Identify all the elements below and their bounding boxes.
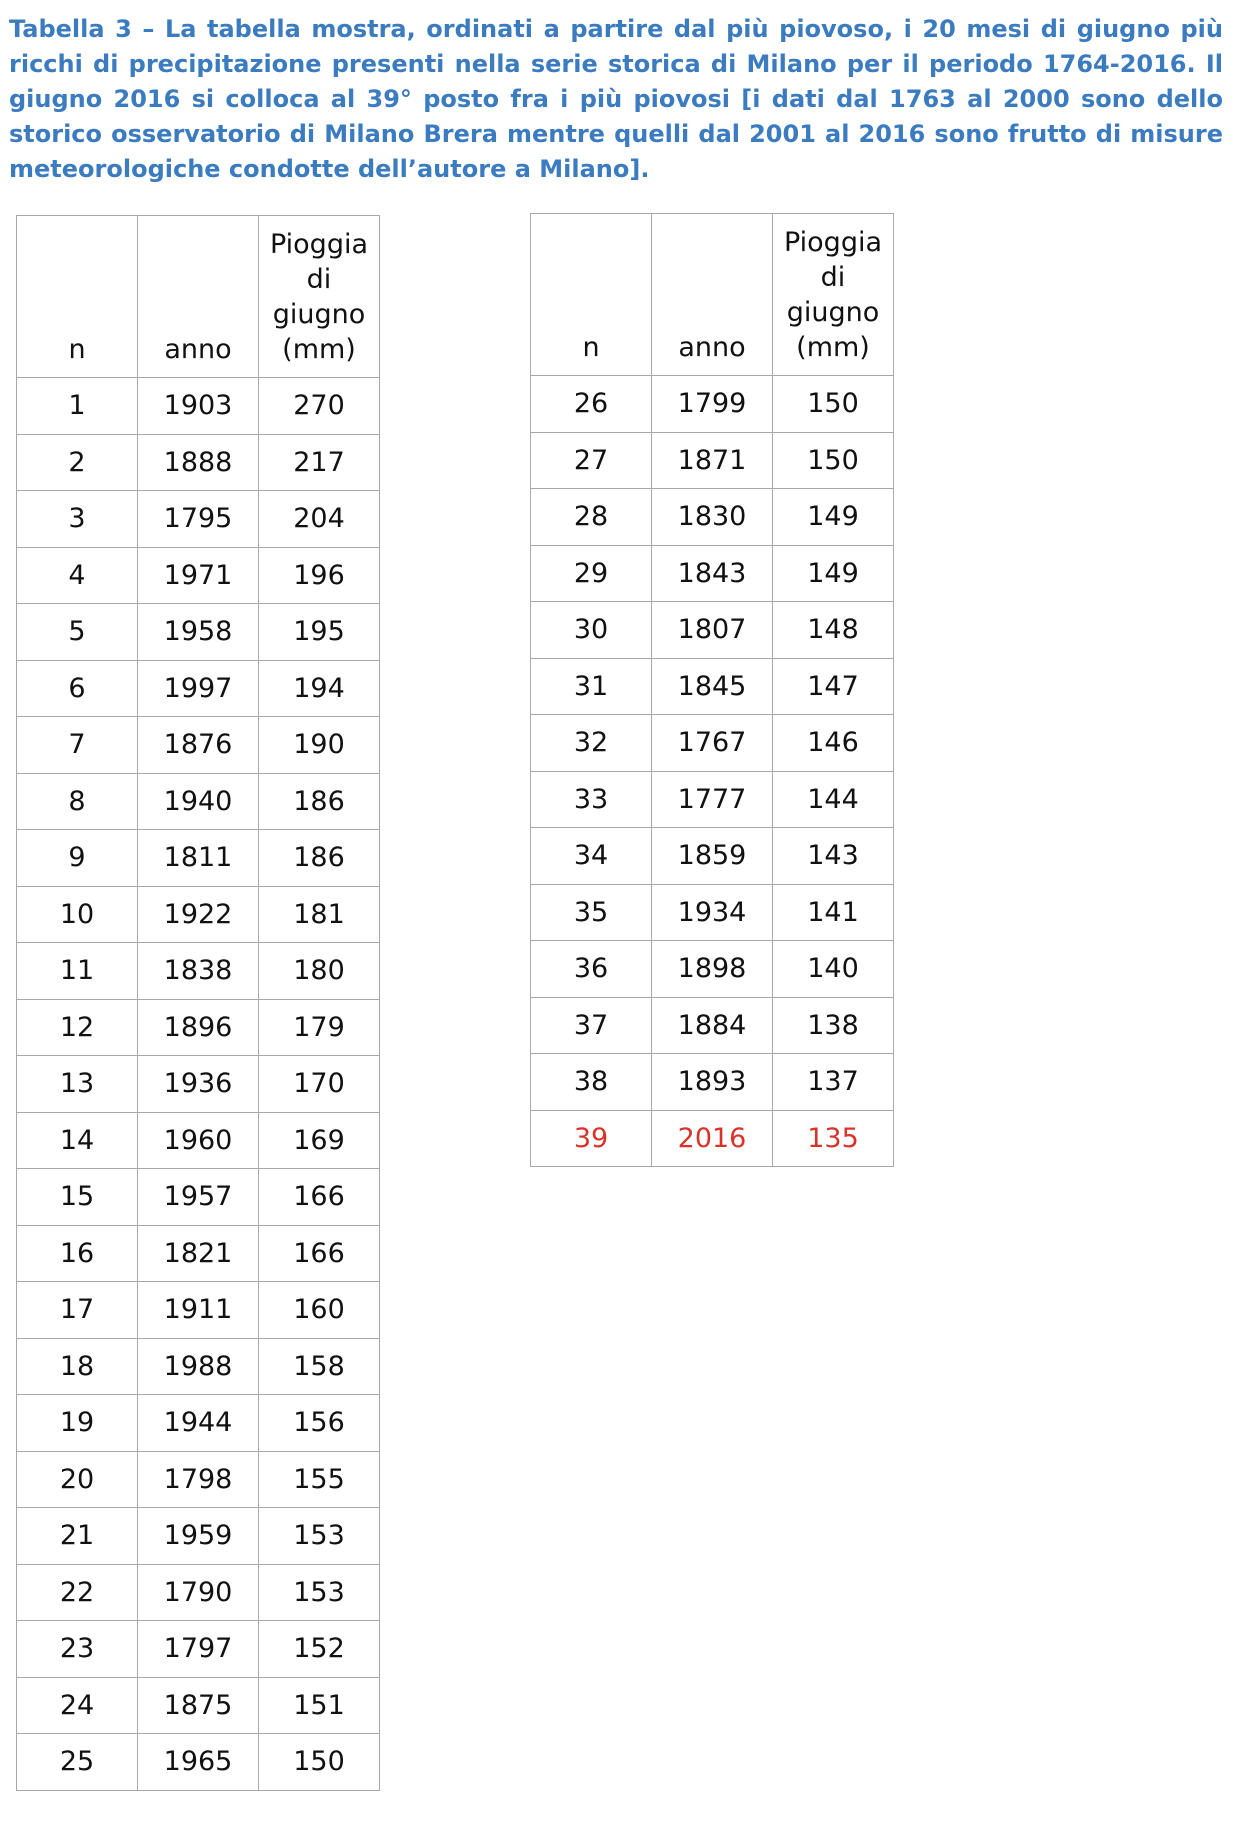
cell-rain: 194 (259, 660, 380, 717)
cell-rain: 148 (773, 602, 894, 659)
cell-rank: 8 (17, 773, 138, 830)
table-row (17, 1112, 380, 1169)
column-header-year: anno (652, 214, 773, 376)
cell-rank: 13 (17, 1056, 138, 1113)
cell-year: 1876 (138, 717, 259, 774)
cell-year: 1896 (138, 999, 259, 1056)
column-header-rank: n (17, 216, 138, 378)
cell-rain: 186 (259, 830, 380, 887)
cell-year: 1767 (652, 715, 773, 772)
cell-year: 1988 (138, 1338, 259, 1395)
table-row (531, 658, 894, 715)
cell-rain: 143 (773, 828, 894, 885)
cell-rain: 166 (259, 1169, 380, 1226)
cell-rank: 22 (17, 1564, 138, 1621)
cell-rain: 169 (259, 1112, 380, 1169)
cell-rain: 140 (773, 941, 894, 998)
cell-rank: 36 (531, 941, 652, 998)
table-row (17, 1677, 380, 1734)
cell-rank: 20 (17, 1451, 138, 1508)
cell-rank: 26 (531, 376, 652, 433)
table-row (531, 432, 894, 489)
table-row (531, 376, 894, 433)
cell-rain: 204 (259, 491, 380, 548)
cell-rank: 25 (17, 1734, 138, 1791)
cell-rain: 153 (259, 1564, 380, 1621)
cell-rain: 147 (773, 658, 894, 715)
cell-rank: 31 (531, 658, 652, 715)
cell-year: 1875 (138, 1677, 259, 1734)
cell-rain: 196 (259, 547, 380, 604)
cell-rain: 179 (259, 999, 380, 1056)
cell-rain: 149 (773, 489, 894, 546)
cell-rain: 156 (259, 1395, 380, 1452)
cell-year: 1958 (138, 604, 259, 661)
cell-rank: 2 (17, 434, 138, 491)
cell-year: 1821 (138, 1225, 259, 1282)
cell-rank: 15 (17, 1169, 138, 1226)
cell-year: 1934 (652, 884, 773, 941)
cell-rank: 3 (17, 491, 138, 548)
cell-year: 1777 (652, 771, 773, 828)
table-row (531, 828, 894, 885)
table-row (17, 1282, 380, 1339)
cell-rain: 166 (259, 1225, 380, 1282)
cell-year: 1971 (138, 547, 259, 604)
cell-rain: 155 (259, 1451, 380, 1508)
table-header-row (17, 216, 380, 378)
cell-year: 1795 (138, 491, 259, 548)
cell-rain: 186 (259, 773, 380, 830)
cell-year: 1871 (652, 432, 773, 489)
cell-rain: 141 (773, 884, 894, 941)
table-row (531, 489, 894, 546)
table-row (17, 999, 380, 1056)
cell-year: 1845 (652, 658, 773, 715)
cell-year: 1797 (138, 1621, 259, 1678)
cell-year: 1911 (138, 1282, 259, 1339)
cell-rain: 149 (773, 545, 894, 602)
cell-rain: 150 (773, 432, 894, 489)
cell-rank: 23 (17, 1621, 138, 1678)
cell-rank: 37 (531, 997, 652, 1054)
column-header-rain: Pioggia di giugno (mm) (773, 214, 894, 376)
table-row (17, 886, 380, 943)
table-row (17, 717, 380, 774)
cell-rain: 270 (259, 378, 380, 435)
cell-rank: 7 (17, 717, 138, 774)
table-row (531, 602, 894, 659)
table-row (531, 941, 894, 998)
cell-year: 1843 (652, 545, 773, 602)
table-row (17, 830, 380, 887)
table-row (17, 660, 380, 717)
rain-table-right (530, 213, 894, 1167)
table-row (17, 547, 380, 604)
cell-rain: 150 (259, 1734, 380, 1791)
table-row (17, 434, 380, 491)
cell-rank: 24 (17, 1677, 138, 1734)
cell-rain: 190 (259, 717, 380, 774)
table-row (17, 943, 380, 1000)
cell-rank: 1 (17, 378, 138, 435)
cell-rank: 5 (17, 604, 138, 661)
cell-year: 1940 (138, 773, 259, 830)
table-row (17, 773, 380, 830)
cell-rain: 153 (259, 1508, 380, 1565)
cell-year: 1811 (138, 830, 259, 887)
cell-rank: 12 (17, 999, 138, 1056)
table-row (17, 1621, 380, 1678)
cell-year: 1936 (138, 1056, 259, 1113)
cell-rank: 17 (17, 1282, 138, 1339)
table-row (17, 604, 380, 661)
cell-year: 1893 (652, 1054, 773, 1111)
cell-rain: 160 (259, 1282, 380, 1339)
cell-year: 2016 (652, 1110, 773, 1167)
table-row (531, 1110, 894, 1167)
cell-year: 1903 (138, 378, 259, 435)
cell-rain: 180 (259, 943, 380, 1000)
cell-rank: 30 (531, 602, 652, 659)
cell-rank: 34 (531, 828, 652, 885)
table-row (17, 1451, 380, 1508)
cell-rank: 14 (17, 1112, 138, 1169)
cell-year: 1807 (652, 602, 773, 659)
cell-rank: 33 (531, 771, 652, 828)
cell-rank: 19 (17, 1395, 138, 1452)
table-row (17, 1395, 380, 1452)
cell-year: 1965 (138, 1734, 259, 1791)
cell-rank: 39 (531, 1110, 652, 1167)
cell-rank: 32 (531, 715, 652, 772)
cell-rain: 144 (773, 771, 894, 828)
cell-rain: 217 (259, 434, 380, 491)
rain-table-left (16, 215, 380, 1791)
cell-year: 1922 (138, 886, 259, 943)
cell-year: 1959 (138, 1508, 259, 1565)
cell-rank: 4 (17, 547, 138, 604)
cell-year: 1944 (138, 1395, 259, 1452)
cell-rank: 29 (531, 545, 652, 602)
column-header-rain: Pioggia di giugno (mm) (259, 216, 380, 378)
table-row (531, 545, 894, 602)
cell-rain: 181 (259, 886, 380, 943)
table-row (531, 771, 894, 828)
cell-rank: 38 (531, 1054, 652, 1111)
cell-year: 1997 (138, 660, 259, 717)
cell-year: 1888 (138, 434, 259, 491)
table-row (17, 1056, 380, 1113)
cell-year: 1799 (652, 376, 773, 433)
cell-rank: 27 (531, 432, 652, 489)
table-row (531, 884, 894, 941)
cell-year: 1790 (138, 1564, 259, 1621)
table-row (17, 1564, 380, 1621)
table-row (531, 997, 894, 1054)
cell-rank: 18 (17, 1338, 138, 1395)
cell-rain: 137 (773, 1054, 894, 1111)
table-row (17, 1508, 380, 1565)
cell-rain: 158 (259, 1338, 380, 1395)
table-row (17, 1734, 380, 1791)
cell-rain: 152 (259, 1621, 380, 1678)
cell-rank: 9 (17, 830, 138, 887)
table-row (17, 1338, 380, 1395)
cell-rank: 21 (17, 1508, 138, 1565)
cell-rain: 138 (773, 997, 894, 1054)
cell-year: 1798 (138, 1451, 259, 1508)
table-row (17, 1225, 380, 1282)
table-row (17, 378, 380, 435)
cell-year: 1838 (138, 943, 259, 1000)
column-header-rank: n (531, 214, 652, 376)
cell-year: 1859 (652, 828, 773, 885)
cell-year: 1957 (138, 1169, 259, 1226)
column-header-year: anno (138, 216, 259, 378)
table-row (531, 1054, 894, 1111)
cell-rain: 146 (773, 715, 894, 772)
cell-rank: 11 (17, 943, 138, 1000)
cell-rank: 35 (531, 884, 652, 941)
table-row (531, 715, 894, 772)
cell-year: 1884 (652, 997, 773, 1054)
cell-year: 1898 (652, 941, 773, 998)
table-row (17, 491, 380, 548)
table-row (17, 1169, 380, 1226)
cell-rank: 6 (17, 660, 138, 717)
cell-rain: 151 (259, 1677, 380, 1734)
cell-rank: 10 (17, 886, 138, 943)
table-header-row (531, 214, 894, 376)
table-caption: Tabella 3 – La tabella mostra, ordinati a partire dal più piovoso, i 20 mesi di giugno più ricchi di precipitazione presenti nella serie storica di Milano per il periodo 1764-2016. Il giugno 2016 si colloca al 39° posto fra i più piovosi [i dati dal 1763 al 2000 sono dello storico osservatorio di Milano Brera mentre quelli dal 2001 al 2016 sono frutto di misure meteorologiche condotte dell’autore a Milano]. (9, 15, 1223, 183)
cell-rain: 170 (259, 1056, 380, 1113)
cell-rain: 150 (773, 376, 894, 433)
cell-rain: 135 (773, 1110, 894, 1167)
cell-rain: 195 (259, 604, 380, 661)
cell-rank: 28 (531, 489, 652, 546)
cell-rank: 16 (17, 1225, 138, 1282)
cell-year: 1830 (652, 489, 773, 546)
cell-year: 1960 (138, 1112, 259, 1169)
